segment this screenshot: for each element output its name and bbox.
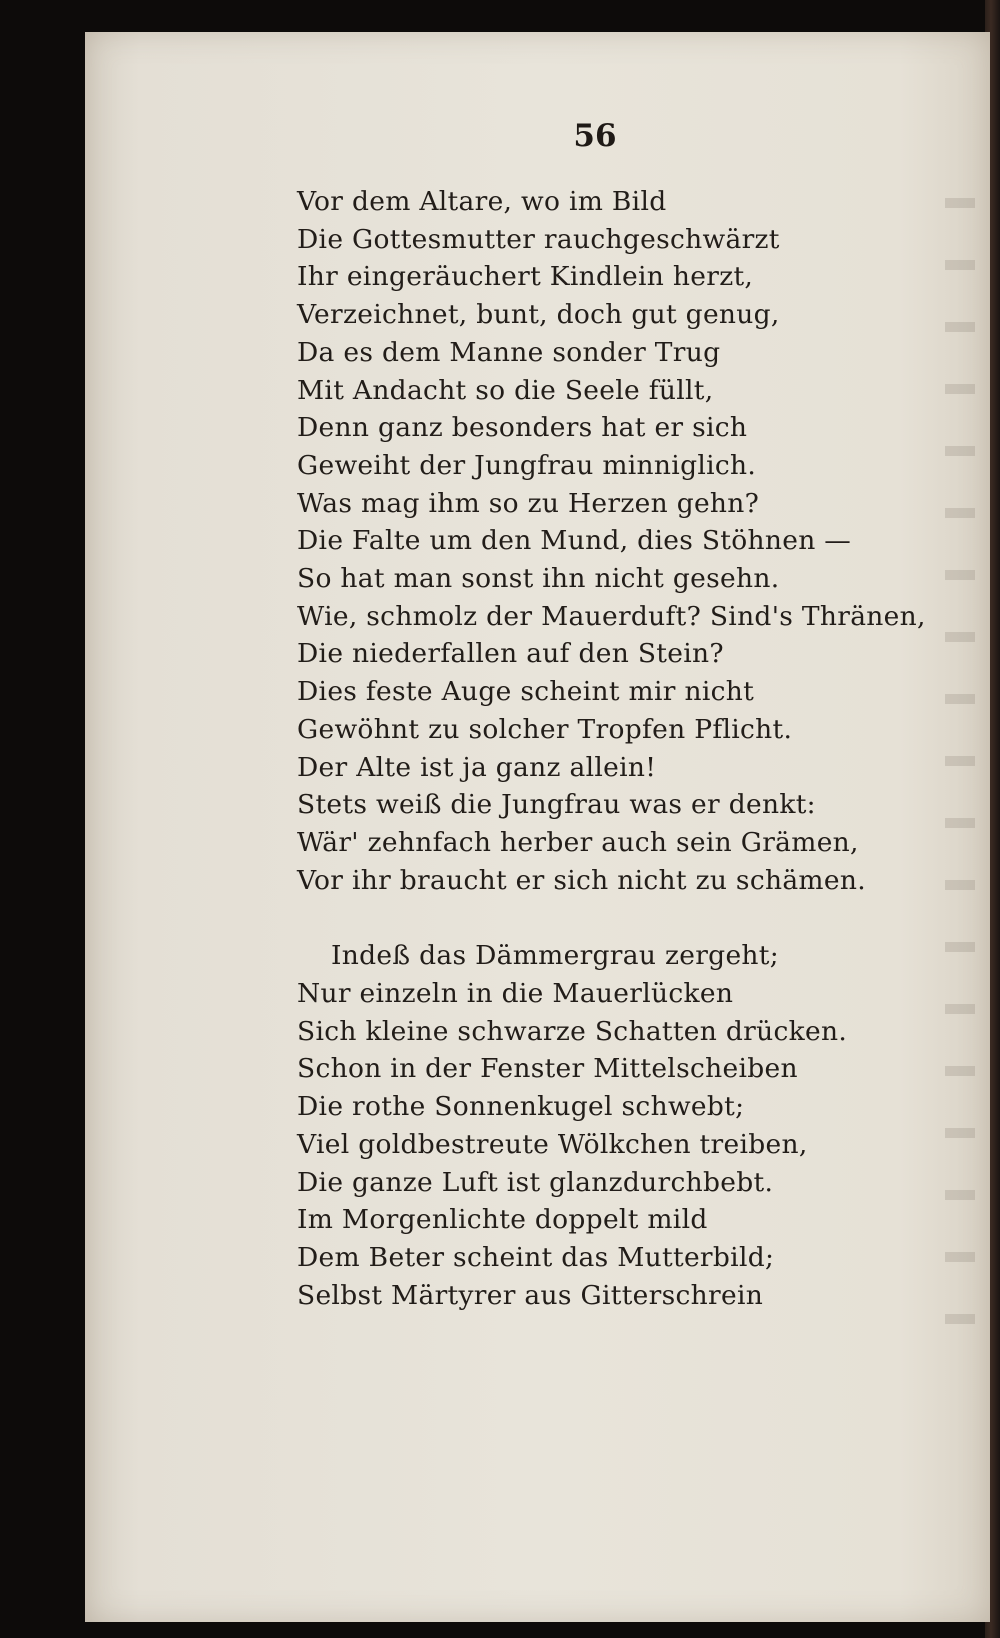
poem-line: Selbst Märtyrer aus Gitterschrein <box>297 1279 764 1311</box>
stanza-1 <box>297 183 926 899</box>
poem-line: Die Gottesmutter rauchgeschwärzt <box>297 223 780 255</box>
stanza-break <box>297 899 917 937</box>
poem-line: Gewöhnt zu solcher Tropfen Pflicht. <box>297 713 793 745</box>
poem-line: Die niederfallen auf den Stein? <box>297 638 724 670</box>
poem-line: Vor ihr braucht er sich nicht zu schämen. <box>297 864 866 896</box>
poem-line: Der Alte ist ja ganz allein! <box>297 751 657 783</box>
poem-line: Dem Beter scheint das Mutterbild; <box>297 1241 775 1273</box>
poem-line: Was mag ihm so zu Herzen gehn? <box>297 487 760 519</box>
poem-line: Die rothe Sonnenkugel schwebt; <box>297 1091 745 1123</box>
poem-line: So hat man sonst ihn nicht gesehn. <box>297 563 780 595</box>
poem-line: Viel goldbestreute Wölkchen treiben, <box>297 1128 808 1160</box>
poem-line: Indeß das Dämmergrau zergeht; <box>331 940 779 972</box>
poem-line: Sich kleine schwarze Schatten drücken. <box>297 1015 848 1047</box>
poem-line: Stets weiß die Jungfrau was er denkt: <box>297 789 816 821</box>
poem-line: Ihr eingeräuchert Kindlein herzt, <box>297 261 754 293</box>
poem-line: Vor dem Altare, wo im Bild <box>297 186 667 217</box>
poem-line: Denn ganz besonders hat er sich <box>297 412 748 444</box>
poem-line: Geweiht der Jungfrau minniglich. <box>297 449 757 481</box>
poem-line: Dies feste Auge scheint mir nicht <box>297 676 755 708</box>
bleed-through-text <box>945 180 985 1340</box>
poem-line: Schon in der Fenster Mittelscheiben <box>297 1053 798 1085</box>
poem-line: Wär' zehnfach herber auch sein Grämen, <box>297 826 859 858</box>
stanza-2 <box>297 937 917 1314</box>
poem-line: Die ganze Luft ist glanzdurchbebt. <box>297 1166 774 1198</box>
poem-text <box>297 183 926 1314</box>
page-number: 56 <box>573 118 617 154</box>
poem-line: Im Morgenlichte doppelt mild <box>297 1204 708 1236</box>
poem-line: Wie, schmolz der Mauerduft? Sind's Thränen, <box>297 600 926 632</box>
poem-line: Mit Andacht so die Seele füllt, <box>297 374 714 406</box>
poem-line: Die Falte um den Mund, dies Stöhnen — <box>297 525 852 557</box>
poem-line: Da es dem Manne sonder Trug <box>297 336 721 368</box>
poem-line: Verzeichnet, bunt, doch gut genug, <box>297 299 780 331</box>
poem-line: Nur einzeln in die Mauerlücken <box>297 978 734 1010</box>
